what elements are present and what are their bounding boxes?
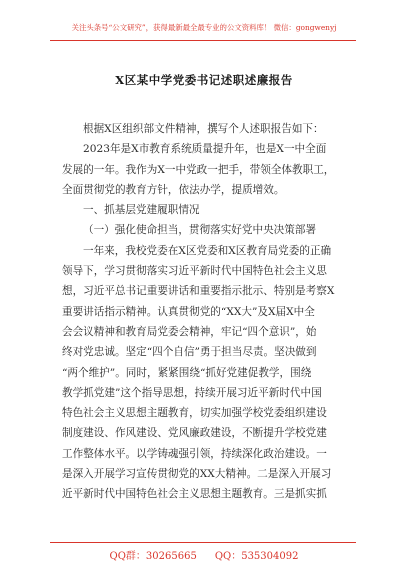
footer-qq-group: QQ群：30265665	[109, 551, 197, 562]
body-line: 近平新时代中国特色社会主义思想主题教育。三是抓实抓	[62, 488, 327, 501]
header-divider	[50, 40, 356, 41]
body-line: “两个维护”。同时，紧紧围绕“抓好党建促教学，围绕	[62, 366, 312, 379]
body-line: 一年来，我校党委在X区党委和X区教育局党委的正确	[83, 244, 332, 257]
body-line: 终对党忠诚。坚定“四个自信”勇于担当尽责。坚决做到	[62, 346, 317, 359]
body-line: 发展的一年。我作为X一中党政一把手，带领全体教职工，	[62, 163, 335, 176]
footer-qq: QQ：535304092	[214, 551, 299, 562]
document-title: X区某中学党委书记述职述廉报告	[115, 73, 293, 87]
footer-contact	[0, 547, 408, 562]
document-body	[62, 119, 352, 505]
footer-divider	[50, 542, 356, 543]
header-notice: 关注头条号“公文研究”，获得最新最全最专业的公文资料库！ 微信：gongwenyj	[71, 23, 337, 32]
body-line: 全面贯彻党的教育方针，依法办学，提质增效。	[62, 183, 285, 196]
body-line: 领导下，学习贯彻落实习近平新时代中国特色社会主义思	[62, 265, 327, 278]
body-line: 工作整体水平。以学铸魂强引领，持续深化政治建设。一	[62, 447, 327, 460]
body-line: 是深入开展学习宣传贯彻党的XX大精神。二是深入开展习	[62, 468, 332, 481]
body-line: 教学抓党建”这个指导思想，持续开展习近平新时代中国	[62, 386, 322, 399]
body-line: 一、抓基层党建履职情况	[83, 204, 200, 217]
body-line: 特色社会主义思想主题教育，切实加强学校党委组织建设	[62, 407, 327, 420]
body-line: 制度建设、作风建设、党风廉政建设，不断提升学校党建	[62, 427, 327, 440]
body-line: 2023年是X市教育系统质量提升年，也是X一中全面	[83, 143, 327, 156]
body-line: 重要讲话指示精神。认真贯彻党的“XX大”及X届X中全	[62, 305, 315, 318]
body-line: 想，习近平总书记重要讲话和重要指示批示、特别是考察X	[62, 285, 335, 298]
body-line: 会会议精神和教育局党委会精神，牢记“四个意识”，始	[62, 325, 317, 338]
body-line: （一）强化使命担当，贯彻落实好党中央决策部署	[83, 224, 317, 237]
body-line: 根据X区组织部文件精神，撰写个人述职报告如下：	[83, 123, 324, 135]
